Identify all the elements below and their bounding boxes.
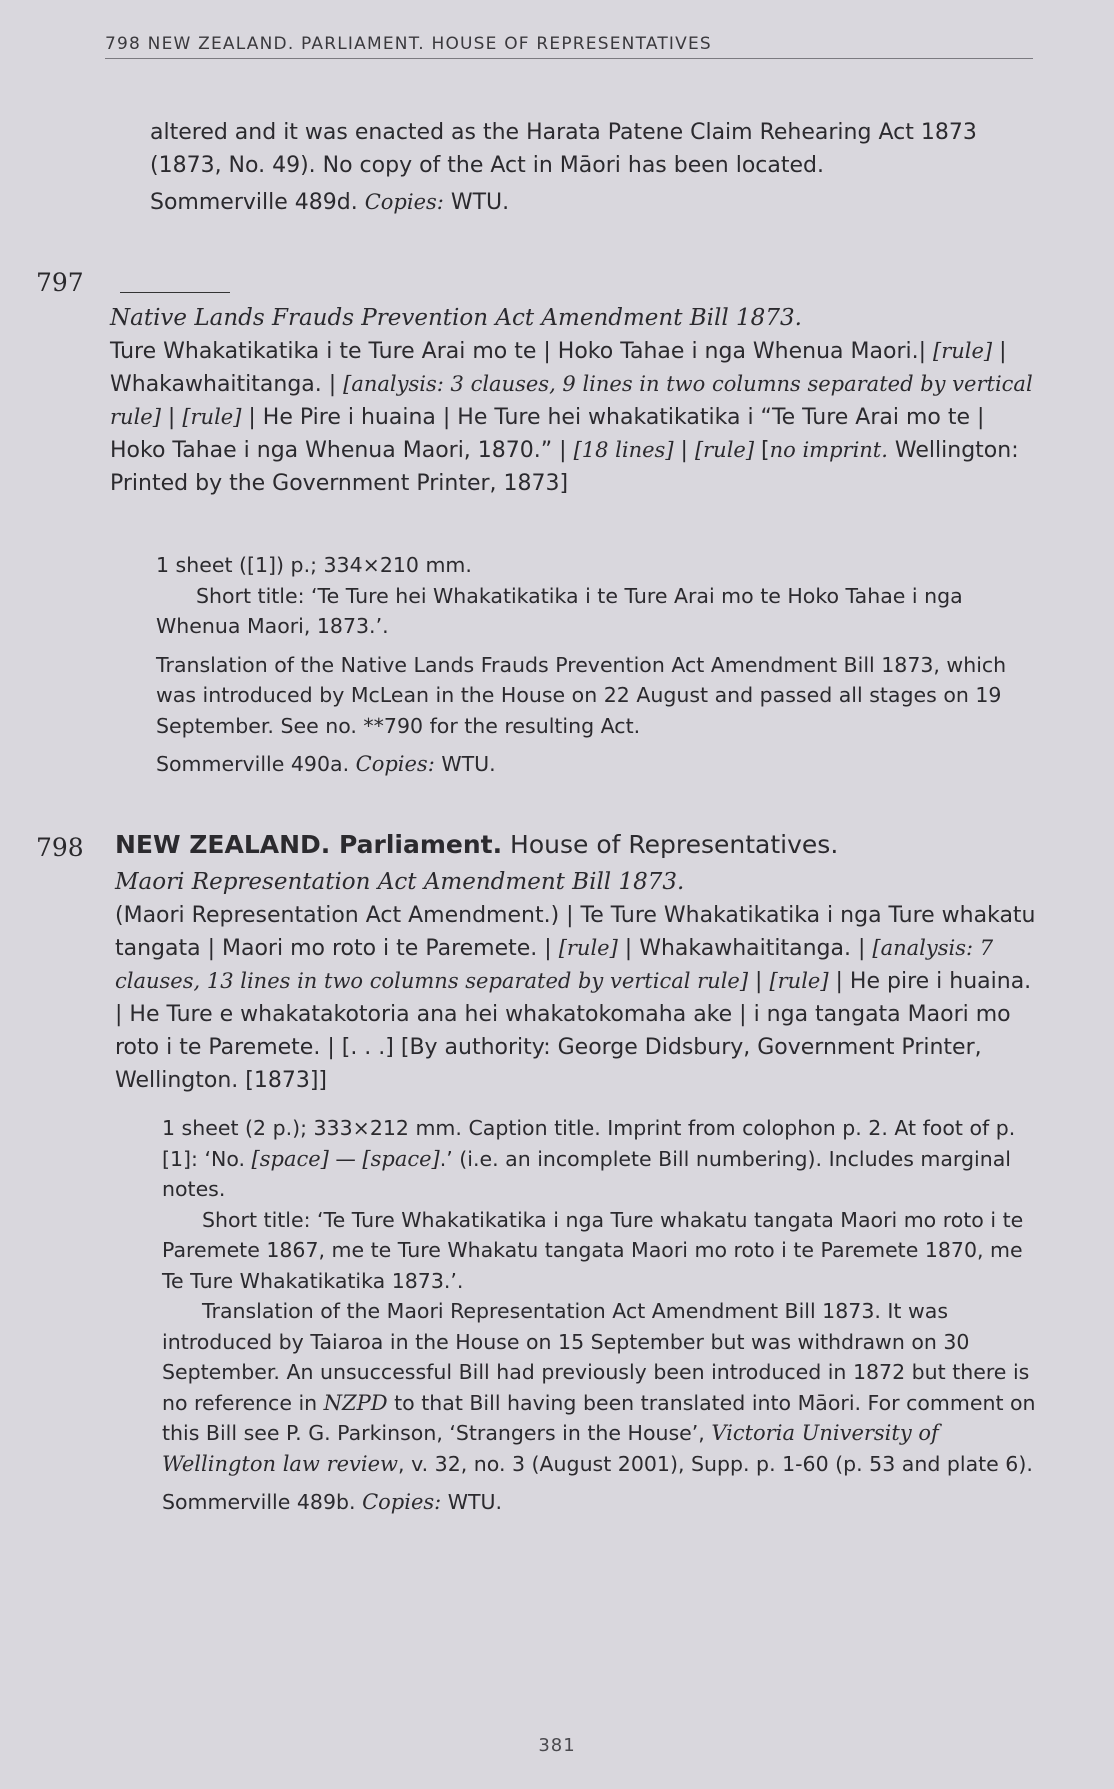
- entry-798-reference: [162, 1487, 1038, 1518]
- text-run: , v. 32, no. 3 (August 2001), Supp. p. 1-60 (p. 53 and plate 6).: [398, 1451, 1033, 1476]
- text-run: |: [748, 969, 770, 994]
- italic-run: [analysis: 3 clauses, 9 lines in two columns separated by vertical rule]: [110, 372, 1033, 429]
- entry-798-ref: Sommerville 489b.: [162, 1490, 356, 1514]
- entry-798-number: 798: [36, 833, 84, 862]
- entry-797-dash: [120, 282, 230, 301]
- italic-run: NZPD: [323, 1390, 388, 1415]
- italic-run: [rule]: [694, 438, 755, 462]
- entry-797-copies-label: Copies:: [355, 752, 435, 776]
- intro-line-1: altered and it was enacted as the Harata Patene Claim Rehearing Act 1873: [150, 120, 977, 145]
- entry-798-copies-label: Copies:: [362, 1490, 442, 1514]
- entry-798-description: [115, 899, 1045, 1097]
- italic-run: [18 lines]: [573, 438, 674, 462]
- italic-run: [rule]: [558, 936, 618, 960]
- text-run: |: [160, 405, 183, 430]
- text-run: (Maori Representation Act Amendment.) | Te Ture Whakatikatika i nga Ture whakatu tangata | Maori mo roto i te Paremete. |: [115, 903, 1036, 961]
- entry-797-short-title: Short title: ‘Te Ture hei Whakatikatika i te Ture Arai mo te Hoko Tahae i nga Whenua Maori, 1873.’.: [156, 583, 963, 638]
- running-head: 798 NEW ZEALAND. PARLIAMENT. HOUSE OF REPRESENTATIVES: [105, 34, 1033, 59]
- text-run: | He pire i huaina. | He Ture e whakatakotoria ana hei whakatokomaha ake | i nga tangata Maori mo roto i te Paremete. | [. . .] [By authority: George Didsbury, Government Printer, Wellington. [1873]]: [115, 969, 1032, 1093]
- text-run: Ture Whakatikatika i te Ture Arai mo te | Hoko Tahae i nga Whenua Maori.: [110, 339, 919, 364]
- intro-line-2: (1873, No. 49). No copy of the Act in Māori has been located.: [150, 153, 824, 178]
- text-run: to that Bill having been translated into Māori. For comment on this Bill see P. G. Parkinson, ‘Strangers in the House’,: [162, 1390, 1036, 1445]
- entry-798-copies-value: WTU.: [447, 1490, 503, 1514]
- intro-continuation: [150, 116, 1040, 219]
- italic-run: no imprint.: [769, 438, 888, 462]
- entry-798-translation: [162, 1296, 1038, 1479]
- intro-reference: [150, 186, 1040, 219]
- italic-run: [rule]: [182, 405, 242, 429]
- intro-copies-label: Copies:: [364, 190, 444, 214]
- entry-798-notes: [162, 1113, 1038, 1518]
- text-run: | Whakawhaititanga. |: [617, 936, 873, 961]
- italic-run: [space]: [362, 1146, 440, 1171]
- text-run: Translation of the Maori Representation Act Amendment Bill 1873. It was introduced by Taiaroa in the House on 15 September but was withdrawn on 30 September. An unsuccessful Bill had previously been introduced in 1872 but there is no reference in: [162, 1299, 1030, 1415]
- entry-797-number: 797: [36, 268, 84, 297]
- intro-ref: Sommerville 489d.: [150, 190, 358, 215]
- text-run: |: [918, 339, 934, 364]
- text-run: [: [754, 438, 770, 463]
- italic-run: [analysis: 7 clauses, 13 lines in two columns separated by vertical rule]: [115, 936, 994, 993]
- entry-797-ref: Sommerville 490a.: [156, 752, 350, 776]
- text-run: —: [328, 1146, 363, 1171]
- entry-797-notes: [156, 550, 1036, 780]
- entry-797-translation: Translation of the Native Lands Frauds Prevention Act Amendment Bill 1873, which was introduced by McLean in the House on 22 August and passed all stages on 19 September. See no. **790 for the resulting Act.: [156, 652, 1007, 738]
- entry-798-heading-bold: NEW ZEALAND. Parliament.: [115, 830, 503, 859]
- text-run: | He Pire i huaina | He Ture hei whakatikatika i “Te Ture Arai mo te | Hoko Tahae i nga Whenua Maori, 1870.” |: [110, 405, 985, 463]
- entry-797-copies-value: WTU.: [441, 752, 496, 776]
- text-run: Wellington: Printed by the Government Printer, 1873]: [110, 438, 1019, 496]
- intro-copies-value: WTU.: [450, 190, 510, 215]
- entry-798-physical: [162, 1113, 1038, 1205]
- entry-798-heading: [115, 826, 1045, 866]
- entry-798-heading-rest: House of Representatives.: [502, 830, 839, 859]
- italic-run: [rule]: [933, 339, 993, 363]
- italic-run: [rule]: [769, 969, 829, 993]
- entry-798: [115, 826, 1045, 1097]
- entry-797-physical: 1 sheet ([1]) p.; 334×210 mm.: [156, 553, 472, 577]
- text-run: | Whakawhaititanga. |: [110, 339, 1007, 397]
- italic-run: [space]: [251, 1146, 329, 1171]
- entry-798-title: Maori Representation Act Amendment Bill 1873.: [115, 869, 685, 895]
- entry-797-description: [110, 335, 1040, 500]
- entry-797: [110, 302, 1040, 500]
- text-run: |: [673, 438, 695, 463]
- page-number: 381: [538, 1735, 576, 1756]
- entry-797-title: Native Lands Frauds Prevention Act Amendment Bill 1873.: [110, 305, 802, 331]
- entry-797-reference: [156, 749, 1036, 780]
- italic-run: Victoria University of Wellington law review: [162, 1421, 939, 1476]
- repeated-heading-dash: [120, 292, 230, 293]
- text-run: 1 sheet (2 p.); 333×212 mm. Caption title. Imprint from colophon p. 2. At foot of p. [1]: ‘No.: [162, 1116, 1016, 1171]
- entry-798-short-title: Short title: ‘Te Ture Whakatikatika i nga Ture whakatu tangata Maori mo roto i te Paremete 1867, me te Ture Whakatu tangata Maori mo roto i te Paremete 1870, me Te Ture Whakatikatika 1873.’.: [162, 1207, 1024, 1293]
- text-run: .’ (i.e. an incomplete Bill numbering). Includes marginal notes.: [162, 1146, 1011, 1201]
